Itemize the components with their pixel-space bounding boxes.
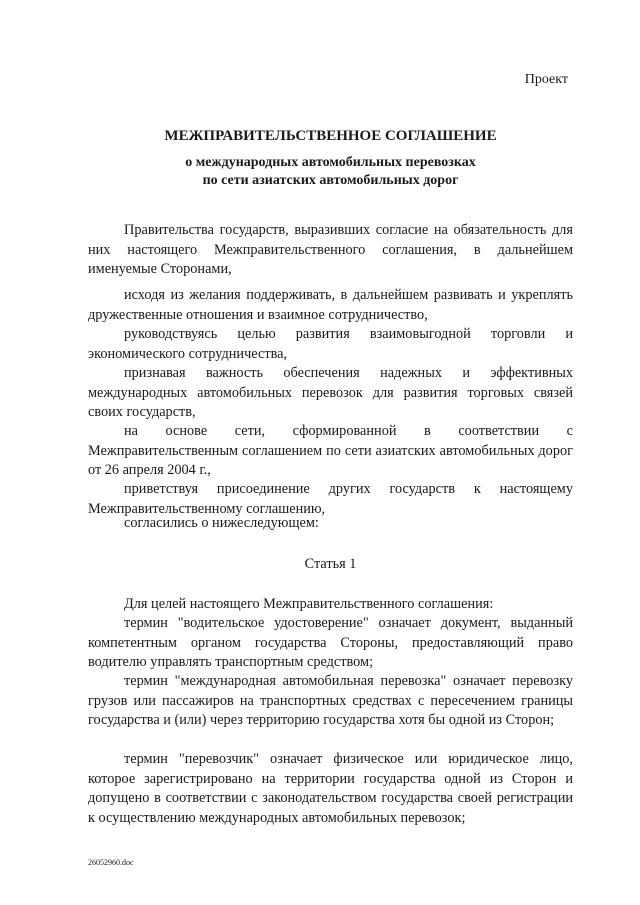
title-block [88, 126, 573, 190]
document-title: МЕЖПРАВИТЕЛЬСТВЕННОЕ СОГЛАШЕНИЕ [164, 128, 497, 144]
article-paragraph: термин "международная автомобильная перевозка" означает перевозку грузов или пассажиров на транспортных средствах с пересечением границы государства и (или) через территорию государства хотя бы одной из Сторон; [88, 673, 573, 728]
preamble-paragraph: исходя из желания поддерживать, в дальнейшем развивать и укреплять дружественные отношения и взаимное сотрудничество, [88, 287, 573, 323]
file-name-footer: 26052960.doc [88, 858, 134, 867]
draft-status-label: Проект [524, 72, 568, 87]
document-subtitle-line: о международных автомобильных перевозках [185, 155, 476, 170]
article-paragraph: термин "перевозчик" означает физическое или юридическое лицо, которое зарегистрировано на территории государства одной из Сторон и допущено в соответствии с законодательством государства своей регистрации к осуществлению международных автомобильных перевозок; [88, 751, 573, 826]
preamble-paragraph: руководствуясь целью развития взаимовыгодной торговли и экономического сотрудничества, [88, 326, 573, 362]
article-paragraph: термин "водительское удостоверение" означает документ, выданный компетентным органом государства Стороны, предоставляющий право водителю управлять транспортным средством; [88, 615, 573, 670]
preamble-paragraph: на основе сети, сформированной в соответствии с Межправительственным соглашением по сети азиатских автомобильных дорог от 26 апреля 2004 г., [88, 423, 573, 478]
preamble-paragraph: приветствуя присоединение других государств к настоящему Межправительственному соглашению, [88, 481, 573, 517]
preamble-paragraph: Правительства государств, выразивших согласие на обязательность для них настоящего Межправительственного соглашения, в дальнейшем именуемые Сторонами, [88, 222, 573, 277]
article-paragraph: Для целей настоящего Межправительственного соглашения: [124, 596, 494, 612]
preamble-paragraph: признавая важность обеспечения надежных и эффективных международных автомобильных перевозок для развития торговых связей своих государств, [88, 365, 573, 420]
preamble-paragraph: согласились о нижеследующем: [124, 515, 319, 531]
article-heading: Статья 1 [304, 556, 357, 572]
document-subtitle-line: по сети азиатских автомобильных дорог [202, 173, 459, 188]
